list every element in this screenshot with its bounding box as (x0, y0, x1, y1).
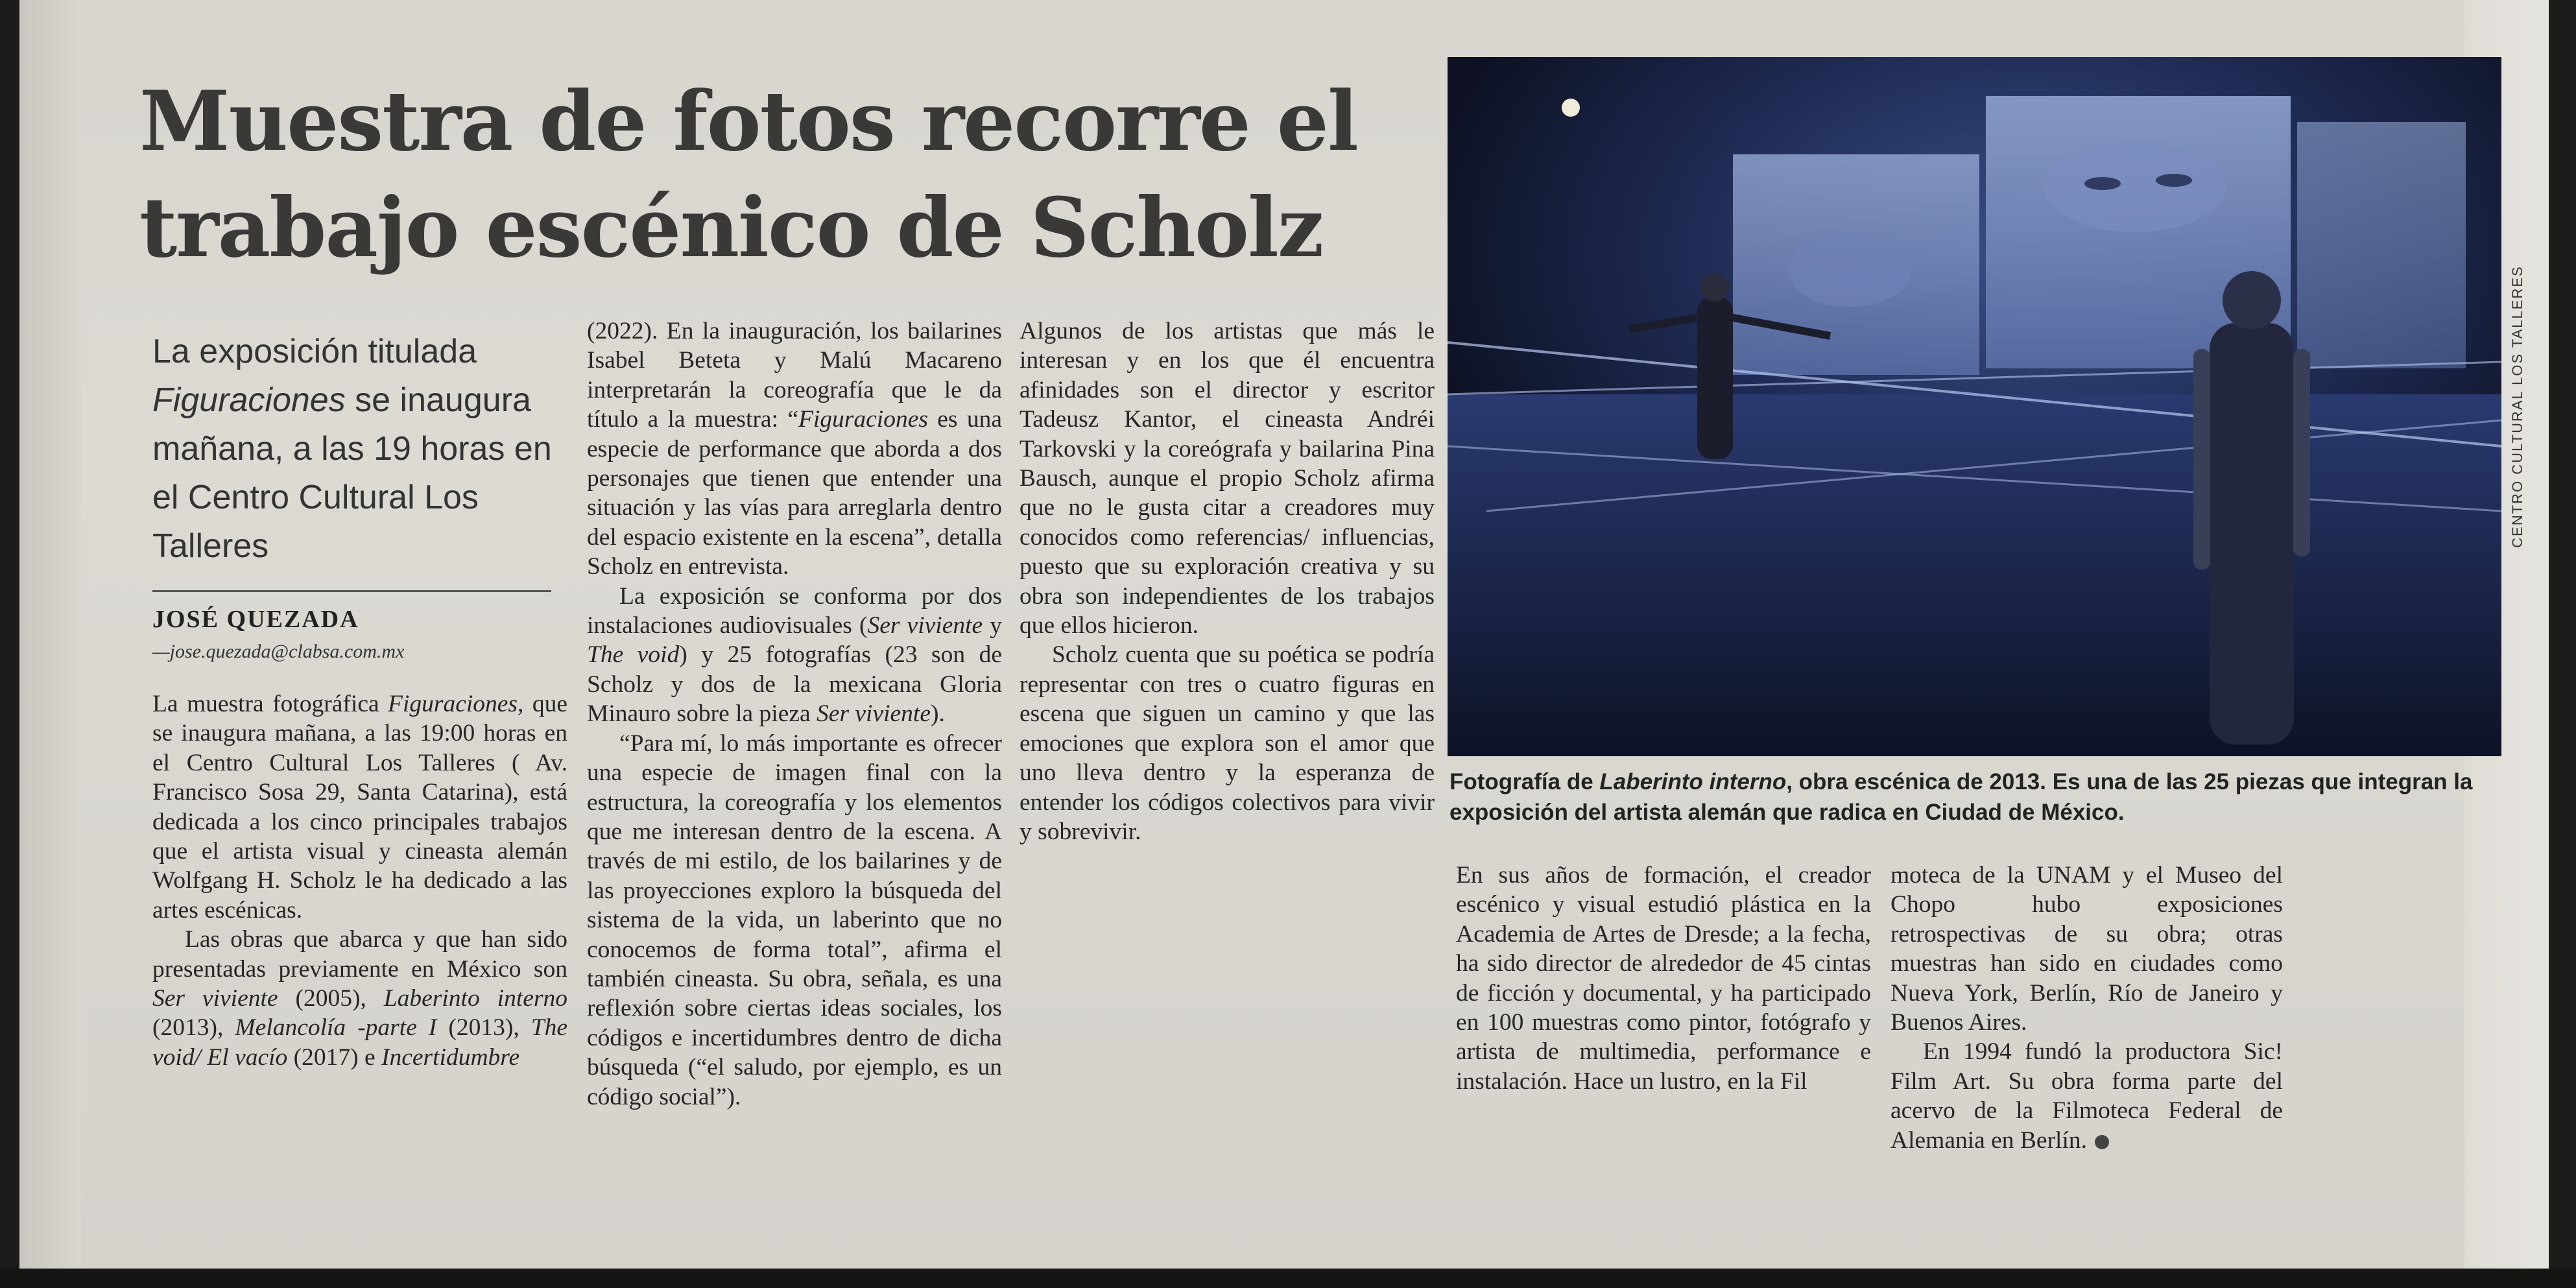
table-edge (0, 1269, 2576, 1288)
deck-title: Figuraciones (152, 381, 346, 419)
article-column-3 (1020, 316, 1435, 846)
byline-email: —jose.quezada@clabsa.com.mx (152, 641, 405, 662)
paragraph-6: Scholz cuenta que su poética se podría representar con tres o cuatro figuras en escena que siguen un camino y que las emociones que explora son el amor que uno lleva dentro y la esperanza de entender los códigos colectivos para vivir y sobrevivir. (1020, 641, 1435, 845)
article-column-4 (1456, 861, 1871, 1096)
paragraph-2-start: Las obras que abarca y que han sido presentadas previamente en México son Ser viviente (2005), Laberinto interno (2013), Melancolía -parte I (2013), The void/ El vacío (2017) e Incertidumbre (152, 926, 568, 1071)
page-fold (19, 0, 81, 1271)
deck-text-1: La exposición titulada (152, 333, 477, 370)
photo-credit: CENTRO CULTURAL LOS TALLERES (2509, 265, 2525, 548)
paragraph-4: “Para mí, lo más importante es ofrecer una especie de imagen final con la estructura, la coreografía y los elementos que me interesan dentro de la escena. A través de mi estilo, de los bailarines y de las proyecciones exploro la búsqueda del sistema de la vida, un laberinto que no conocemos de forma total”, afirma el también cineasta. Su obra, señala, es una reflexión sobre ciertas ideas sociales, los códigos e incertidumbres dentro de dicha búsqueda (“el saludo, por ejemplo, es un código social”). (587, 730, 1002, 1110)
byline-rule (152, 590, 551, 592)
article-column-5 (1890, 861, 2283, 1155)
stage-photo-image (1448, 57, 2501, 756)
paragraph-2-end: (2022). En la inauguración, los bailarines Isabel Beteta y Malú Macareno interpretarán la coreografía que le da título a la muestra: “Figuraciones es una especie de performance que aborda a dos personajes que tienen que entender una situación y las vías para arreglarla dentro del espacio existente en la escena”, detalla Scholz en entrevista. (587, 318, 1002, 580)
paragraph-7: En sus años de formación, el creador escénico y visual estudió plástica en la Academia de Artes de Dresde; a la fecha, ha sido director de alrededor de 45 cintas de ficción y documental, y ha participado en 100 muestras como pintor, fotógrafo y artista de multimedia, performance e instalación. Hace un lustro, en la Fil (1456, 862, 1871, 1095)
article-column-2 (587, 316, 1002, 1112)
headline: Muestra de fotos recorre el trabajo escénico de Scholz (139, 73, 1357, 276)
deck-text-2: se inaugura mañana, a las 19 horas en el Centro Cultural Los Talleres (152, 381, 552, 565)
article-column-1 (152, 689, 567, 1072)
paragraph-5: Algunos de los artistas que más le interesan y en los que él encuentra afinidades son el director y escritor Tadeusz Kantor, el cineasta Andréi Tarkovski y la coreógrafa y bailarina Pina Bausch, aunque el propio Scholz afirma que no le gusta citar a creadores muy conocidos como referencias/ influencias, puesto que su exploración creativa y su obra son independientes de los trabajos que ellos hicieron. (1020, 318, 1435, 639)
byline-author: JOSÉ QUEZADA (152, 606, 359, 633)
deck-subheadline (152, 328, 567, 571)
end-mark-icon (2095, 1135, 2109, 1149)
stage-photo (1448, 57, 2501, 756)
paragraph-7-end: moteca de la UNAM y el Museo del Chopo hubo exposiciones retrospectivas de su obra; otras muestras han sido en ciudades como Nueva York, Berlín, Río de Janeiro y Buenos Aires. (1890, 862, 2283, 1036)
paragraph-3: La exposición se conforma por dos instalaciones audiovisuales (Ser viviente y The void) y 25 fotografías (23 son de Scholz y dos de la mexicana Gloria Minauro sobre la pieza Ser viviente). (587, 582, 1002, 728)
paragraph-1: La muestra fotográfica Figuraciones, que se inaugura mañana, a las 19:00 horas en el Centro Cultural Los Talleres ( Av. Francisco Sosa 29, Santa Catarina), está dedicada a los cinco principales trabajos que el artista visual y cineasta alemán Wolfgang H. Scholz le ha dedicado a las artes escénicas. (152, 691, 567, 924)
paragraph-8: En 1994 fundó la productora Sic! Film Art. Su obra forma parte del acervo de la Filmoteca Federal de Alemania en Berlín. (1890, 1038, 2283, 1154)
photo-caption: Fotografía de Laberinto interno, obra escénica de 2013. Es una de las 25 piezas que integran la exposición del artista alemán que radica en Ciudad de México. (1449, 769, 2473, 825)
